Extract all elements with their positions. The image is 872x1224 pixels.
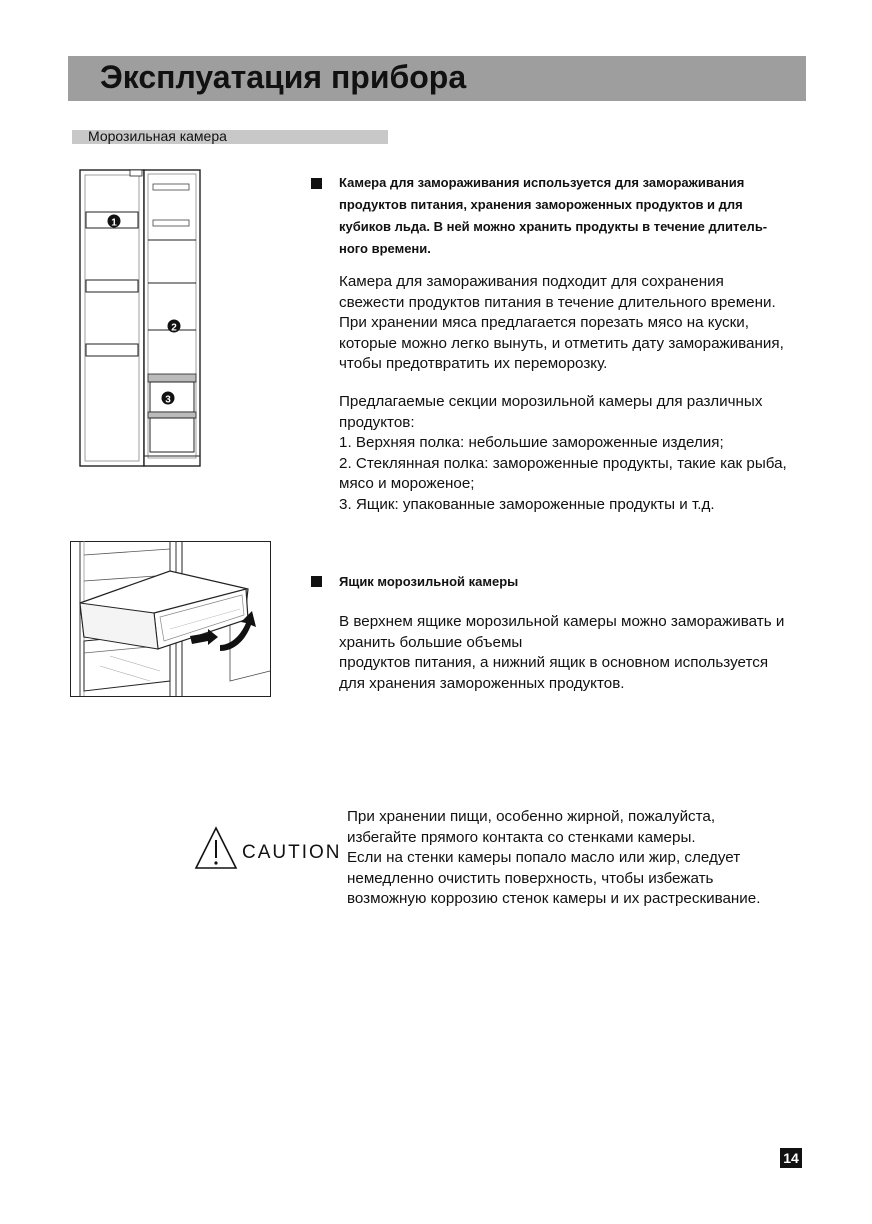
paragraph-line: Предлагаемые секции морозильной камеры для различных bbox=[339, 393, 763, 410]
paragraph-line: продуктов: bbox=[339, 413, 415, 431]
caution-line: возможную коррозию стенок камеры и их растрескивание. bbox=[347, 890, 761, 907]
drawer-illustration bbox=[70, 541, 271, 697]
freezer-heading-line: кубиков льда. В ней можно хранить продукты в течение длитель- bbox=[339, 219, 768, 234]
caution-text bbox=[347, 807, 760, 910]
paragraph-line: хранить большие объемы bbox=[339, 633, 523, 651]
paragraph-line: продуктов питания, а нижний ящик в основном используется bbox=[339, 654, 769, 671]
paragraph-line: свежести продуктов питания в течение длительного времени. bbox=[339, 293, 776, 311]
paragraph-line: В верхнем ящике морозильной камеры можно замораживать и bbox=[339, 613, 785, 630]
paragraph-line: При хранении мяса предлагается порезать мясо на куски, bbox=[339, 314, 749, 331]
list-item: 3. Ящик: упакованные замороженные продукты и т.д. bbox=[339, 495, 715, 513]
marker-2-label: 2 bbox=[171, 322, 177, 334]
paragraph-line: Камера для замораживания подходит для сохранения bbox=[339, 273, 724, 290]
freezer-heading bbox=[339, 172, 767, 260]
list-item: 1. Верхняя полка: небольшие замороженные изделия; bbox=[339, 434, 724, 451]
page-number: 14 bbox=[780, 1148, 802, 1168]
caution-line: Если на стенки камеры попало масло или жир, следует bbox=[347, 849, 741, 866]
paragraph-line: для хранения замороженных продуктов. bbox=[339, 674, 625, 692]
caution-label: CAUTION bbox=[242, 842, 342, 863]
caution-line: При хранении пищи, особенно жирной, пожалуйста, bbox=[347, 808, 716, 825]
freezer-heading-line: ного времени. bbox=[339, 241, 431, 256]
caution-line: немедленно очистить поверхность, чтобы избежать bbox=[347, 869, 714, 887]
drawer-paragraph bbox=[339, 612, 784, 694]
paragraph-line: которые можно легко вынуть, и отметить дату замораживания, bbox=[339, 334, 784, 352]
list-item: 2. Стеклянная полка: замороженные продукты, такие как рыба, bbox=[339, 454, 787, 472]
bullet-square bbox=[311, 178, 322, 189]
list-item: мясо и мороженое; bbox=[339, 475, 475, 492]
freezer-diagram bbox=[78, 168, 204, 470]
title-bar bbox=[68, 56, 806, 101]
section-bar bbox=[72, 130, 388, 144]
page-title: Эксплуатация прибора bbox=[100, 59, 467, 95]
warning-triangle-icon bbox=[194, 826, 238, 870]
freezer-heading-line: продуктов питания, хранения замороженных продуктов и для bbox=[339, 197, 743, 212]
freezer-paragraph-2 bbox=[339, 392, 787, 515]
bullet-square bbox=[311, 576, 322, 587]
drawer-heading: Ящик морозильной камеры bbox=[339, 574, 519, 589]
freezer-paragraph-1 bbox=[339, 272, 784, 375]
marker-3-label: 3 bbox=[165, 394, 171, 406]
freezer-heading-line: Камера для замораживания используется для замораживания bbox=[339, 175, 745, 190]
section-title: Морозильная камера bbox=[88, 128, 227, 144]
caution-line: избегайте прямого контакта со стенками камеры. bbox=[347, 828, 696, 846]
paragraph-line: чтобы предотвратить их переморозку. bbox=[339, 355, 608, 372]
marker-1-label: 1 bbox=[111, 217, 117, 229]
